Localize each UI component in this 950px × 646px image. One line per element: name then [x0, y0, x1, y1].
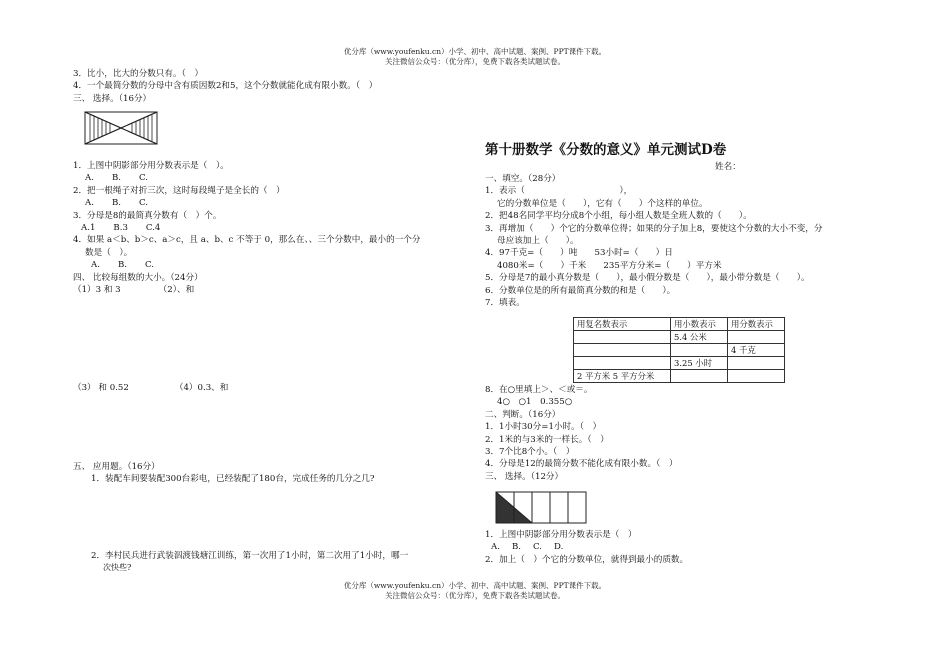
choice-q2-option-b: B. [111, 198, 122, 209]
fill-q2: 2．把48名同学平均分成8个小组，每小组人数是全班人数的（ ）。 [485, 211, 752, 222]
choice-r-q1-option-a: A. [491, 542, 500, 553]
shaded-figure-rectangle [495, 491, 587, 524]
choice-q3-option-b: B.3 [113, 222, 128, 233]
application-q2-line1: 2．李村民兵进行武装泅渡钱塘江训练，第一次用了1小时，第二次用了1小时，哪一 [91, 551, 409, 561]
judge-r-q3: 3．7个比8个小。（ ） [485, 446, 575, 457]
judge-r-q4: 4．分母是12的最简分数不能化成有限小数。（ ） [485, 459, 678, 470]
right-column-judge [485, 384, 678, 483]
choice-q2: 2．把一根绳子对折三次，这时每段绳子是全长的（ ） [73, 185, 285, 196]
compare-item-1: （1）3 和 3 [73, 284, 121, 295]
choice-q1-option-c: C. [139, 173, 149, 184]
compare-item-2: （2）、和 [158, 284, 195, 295]
table-header-row [574, 318, 785, 331]
choice-q2-option-a: A. [85, 198, 94, 209]
shaded-figure-triangles [84, 111, 158, 145]
table-header-cell: 用复名数表示 [574, 318, 671, 331]
fill-q1-line1: 1．表示（ ）， [485, 186, 633, 197]
application-q2-line2: 次快些? [103, 563, 132, 573]
fill-q6: 6．分数单位是的所有最简真分数的和是（ ）。 [485, 285, 676, 296]
fill-q7: 7．填表。 [485, 297, 525, 308]
choice-q4-line1: 4．如果 a＜b、b＞c、a＞c，且 a、b、c 不等于 0，那么在、、三个分数中，最小的一个分 [73, 235, 421, 246]
compare-item-3: （3） 和 0.52 [73, 383, 129, 393]
section-choice-heading: 三、 选择。（16分） [73, 93, 152, 104]
table-row [574, 331, 785, 344]
table-row [574, 357, 785, 370]
fill-q8-items: 4○ ○1 0.355○ [497, 397, 573, 408]
table-cell [671, 370, 728, 383]
application-section [73, 461, 375, 486]
choice-q4-option-b: B. [117, 260, 128, 271]
judge-q4: 4．一个最简分数的分母中含有质因数2和5，这个分数就能化成有限小数。（ ） [73, 81, 378, 92]
judge-heading: 二、判断。（16分） [485, 409, 561, 420]
choice-q4-option-a: A. [91, 260, 100, 271]
compare-item-4: （4）0.3、和 [174, 383, 229, 393]
judge-r-q1: 1．1小时30分=1小时。（ ） [485, 422, 602, 433]
fill-q3-line2: 母应该加上（ ）。 [497, 235, 579, 246]
left-column-choices [73, 160, 420, 296]
test-title: 第十册数学《分数的意义》单元测试D卷 [485, 142, 727, 158]
table-cell: 2 平方米 5 平方分米 [574, 370, 671, 383]
table-cell [671, 344, 728, 357]
application-q1: 1．装配车间要装配300台彩电，已经装配了180台，完成任务的几分之几? [91, 474, 375, 485]
choice-q2-option-c: C. [139, 198, 149, 209]
table-cell [728, 357, 785, 370]
footer-line-2: 关注微信公众号：（优分库），免费下载各类试题试卷。 [385, 591, 565, 600]
choice-r-q1-option-c: C. [533, 542, 543, 553]
choice-q4-options [73, 259, 420, 271]
choice-q1-options [73, 172, 420, 184]
choice-q3: 3．分母是8的最简真分数有（ ）个。 [73, 210, 222, 221]
judge-q3: 3．比小，比大的分数只有。（ ） [73, 69, 204, 79]
application-q2 [91, 550, 408, 575]
choice-r-q1-option-d: D. [554, 542, 564, 553]
choice-r-q1-options [485, 541, 688, 553]
choice-r-q1: 1．上图中阴影部分用分数表示是（ ） [485, 530, 637, 540]
fill-q3-line1: 3．再增加（ ）个它的分数单位得；如果的分子加上8，要使这个分数的大小不变，分 [485, 223, 823, 234]
table-cell [574, 357, 671, 370]
conversion-table [573, 317, 785, 383]
page-footer [0, 581, 950, 601]
choice-q4-line2: 数是（ ）。 [85, 247, 133, 258]
table-header-cell: 用分数表示 [728, 318, 785, 331]
table-cell: 3.25 小时 [671, 357, 728, 370]
header-line-2: 关注微信公众号：（优分库），免费下载各类试题试卷。 [385, 57, 565, 66]
choice-q1-option-a: A. [85, 173, 94, 184]
compare-row-2 [73, 382, 228, 394]
fill-heading: 一、填空。（28分） [485, 174, 561, 184]
footer-line-1: 优分库（www.youfenku.cn）小学、初中、高中试题、案例、PPT课件下载。 [343, 581, 607, 590]
fill-q8: 8．在○里填上＞、＜或＝。 [485, 385, 593, 395]
choice-q1: 1．上图中阴影部分用分数表示是（ ）。 [73, 161, 229, 171]
page-header [0, 47, 950, 67]
fill-q5: 5．分母是7的最小真分数是（ ），最小假分数是（ ），最小带分数是（ ）。 [485, 273, 810, 284]
fill-q4-line1: 4．97千克=（ ）吨 53小时=（ ）日 [485, 248, 673, 259]
choice-q3-option-a: A.1 [81, 222, 96, 233]
application-heading: 五、 应用题。（16分） [73, 462, 160, 472]
header-line-1: 优分库（www.youfenku.cn）小学、初中、高中试题、案例、PPT课件下载。 [343, 47, 607, 56]
left-column-top [73, 68, 377, 105]
choice-q4-option-c: C. [145, 260, 155, 271]
judge-r-q2: 2．1米的与3米的一样长。（ ） [485, 434, 609, 445]
conversion-table-wrap [573, 317, 785, 383]
table-cell [574, 331, 671, 344]
compare-heading: 四、 比较每组数的大小。（24分） [73, 272, 203, 283]
table-header-cell: 用小数表示 [671, 318, 728, 331]
table-cell: 4 千克 [728, 344, 785, 357]
table-row [574, 370, 785, 383]
choice-r-q1-option-b: B. [511, 542, 522, 553]
fill-q4-line2: 4080米=（ ）千米 235平方分米=（ ）平方米 [497, 260, 722, 271]
table-cell [728, 370, 785, 383]
choice-q1-option-b: B. [111, 173, 122, 184]
table-row [574, 344, 785, 357]
choice-q3-option-c: C.4 [145, 222, 161, 233]
choice-q2-options [73, 197, 420, 209]
table-cell [728, 331, 785, 344]
compare-row-1 [73, 284, 420, 296]
fill-q1-line2: 它的分数单位是（ ），它有（ ）个这样的单位。 [497, 198, 708, 209]
table-cell [574, 344, 671, 357]
right-column-choices [485, 529, 688, 566]
name-label: 姓名： [715, 162, 741, 172]
choice-r-q2: 2．加上（ ）个它的分数单位，就得到最小的质数。 [485, 554, 689, 565]
table-cell: 5.4 公米 [671, 331, 728, 344]
choice-r-heading: 三、 选择。（12分） [485, 471, 564, 482]
right-column-fill [485, 173, 823, 309]
choice-q3-options [73, 222, 420, 234]
